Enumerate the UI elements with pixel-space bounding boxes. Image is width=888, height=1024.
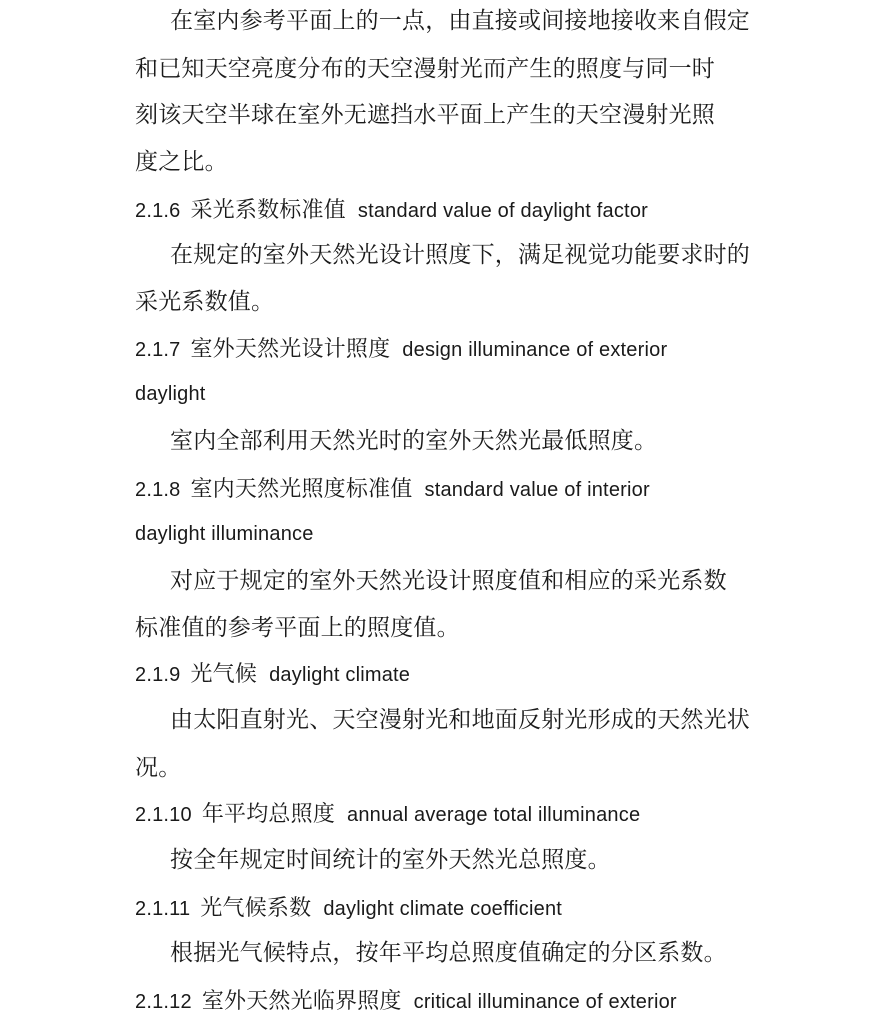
- paragraph-line: 在室内参考平面上的一点，由直接或间接地接收来自假定: [170, 8, 750, 34]
- term-heading-2-1-9: [135, 660, 410, 689]
- definition-line: 根据光气候特点，按年平均总照度值确定的分区系数。: [170, 940, 727, 966]
- term-chinese: 光气候系数: [200, 896, 312, 921]
- term-number: 2.1.11: [135, 898, 191, 920]
- term-number: 2.1.7: [135, 339, 181, 361]
- term-chinese: 年平均总照度: [201, 802, 336, 827]
- term-heading-2-1-10: [135, 800, 640, 829]
- definition-line: 在规定的室外天然光设计照度下，满足视觉功能要求时的: [170, 242, 750, 268]
- term-english: critical illuminance of exterior: [413, 991, 677, 1013]
- definition-line: 对应于规定的室外天然光设计照度值和相应的采光系数: [170, 568, 727, 594]
- term-english: standard value of daylight factor: [357, 200, 648, 222]
- term-chinese: 室外天然光设计照度: [190, 337, 391, 362]
- definition-line: 由太阳直射光、天空漫射光和地面反射光形成的天然光状: [170, 707, 750, 733]
- term-english: daylight climate: [269, 664, 411, 686]
- paragraph-line: 度之比。: [135, 149, 228, 175]
- definition-line: 室内全部利用天然光时的室外天然光最低照度。: [170, 428, 658, 454]
- term-english: annual average total illuminance: [347, 804, 641, 826]
- definition-line: 标准值的参考平面上的照度值。: [135, 615, 460, 641]
- term-number: 2.1.8: [135, 479, 181, 501]
- term-heading-2-1-11: [135, 894, 562, 923]
- term-number: 2.1.12: [135, 991, 192, 1013]
- definition-line: 况。: [135, 755, 182, 781]
- term-number: 2.1.6: [135, 200, 181, 222]
- definition-line: 采光系数值。: [135, 289, 275, 315]
- term-chinese: 光气候: [190, 662, 258, 687]
- term-heading-2-1-12: [135, 987, 677, 1016]
- term-english: standard value of interior: [424, 479, 650, 501]
- term-heading-2-1-8: [135, 475, 650, 504]
- definition-line: 按全年规定时间统计的室外天然光总照度。: [170, 847, 611, 873]
- term-heading-2-1-7: [135, 335, 667, 364]
- term-english: design illuminance of exterior: [402, 339, 668, 361]
- term-chinese: 室内天然光照度标准值: [190, 477, 413, 502]
- paragraph-line: 和已知天空亮度分布的天空漫射光而产生的照度与同一时: [135, 56, 715, 82]
- term-number: 2.1.10: [135, 804, 192, 826]
- term-number: 2.1.9: [135, 664, 181, 686]
- term-chinese: 室外天然光临界照度: [201, 989, 402, 1014]
- term-english: daylight climate coefficient: [323, 898, 563, 920]
- paragraph-line: 刻该天空半球在室外无遮挡水平面上产生的天空漫射光照: [135, 102, 715, 128]
- term-chinese: 采光系数标准值: [190, 198, 346, 223]
- term-english-continuation: daylight illuminance: [135, 523, 314, 545]
- term-heading-2-1-6: [135, 196, 648, 225]
- term-english-continuation: daylight: [135, 383, 206, 405]
